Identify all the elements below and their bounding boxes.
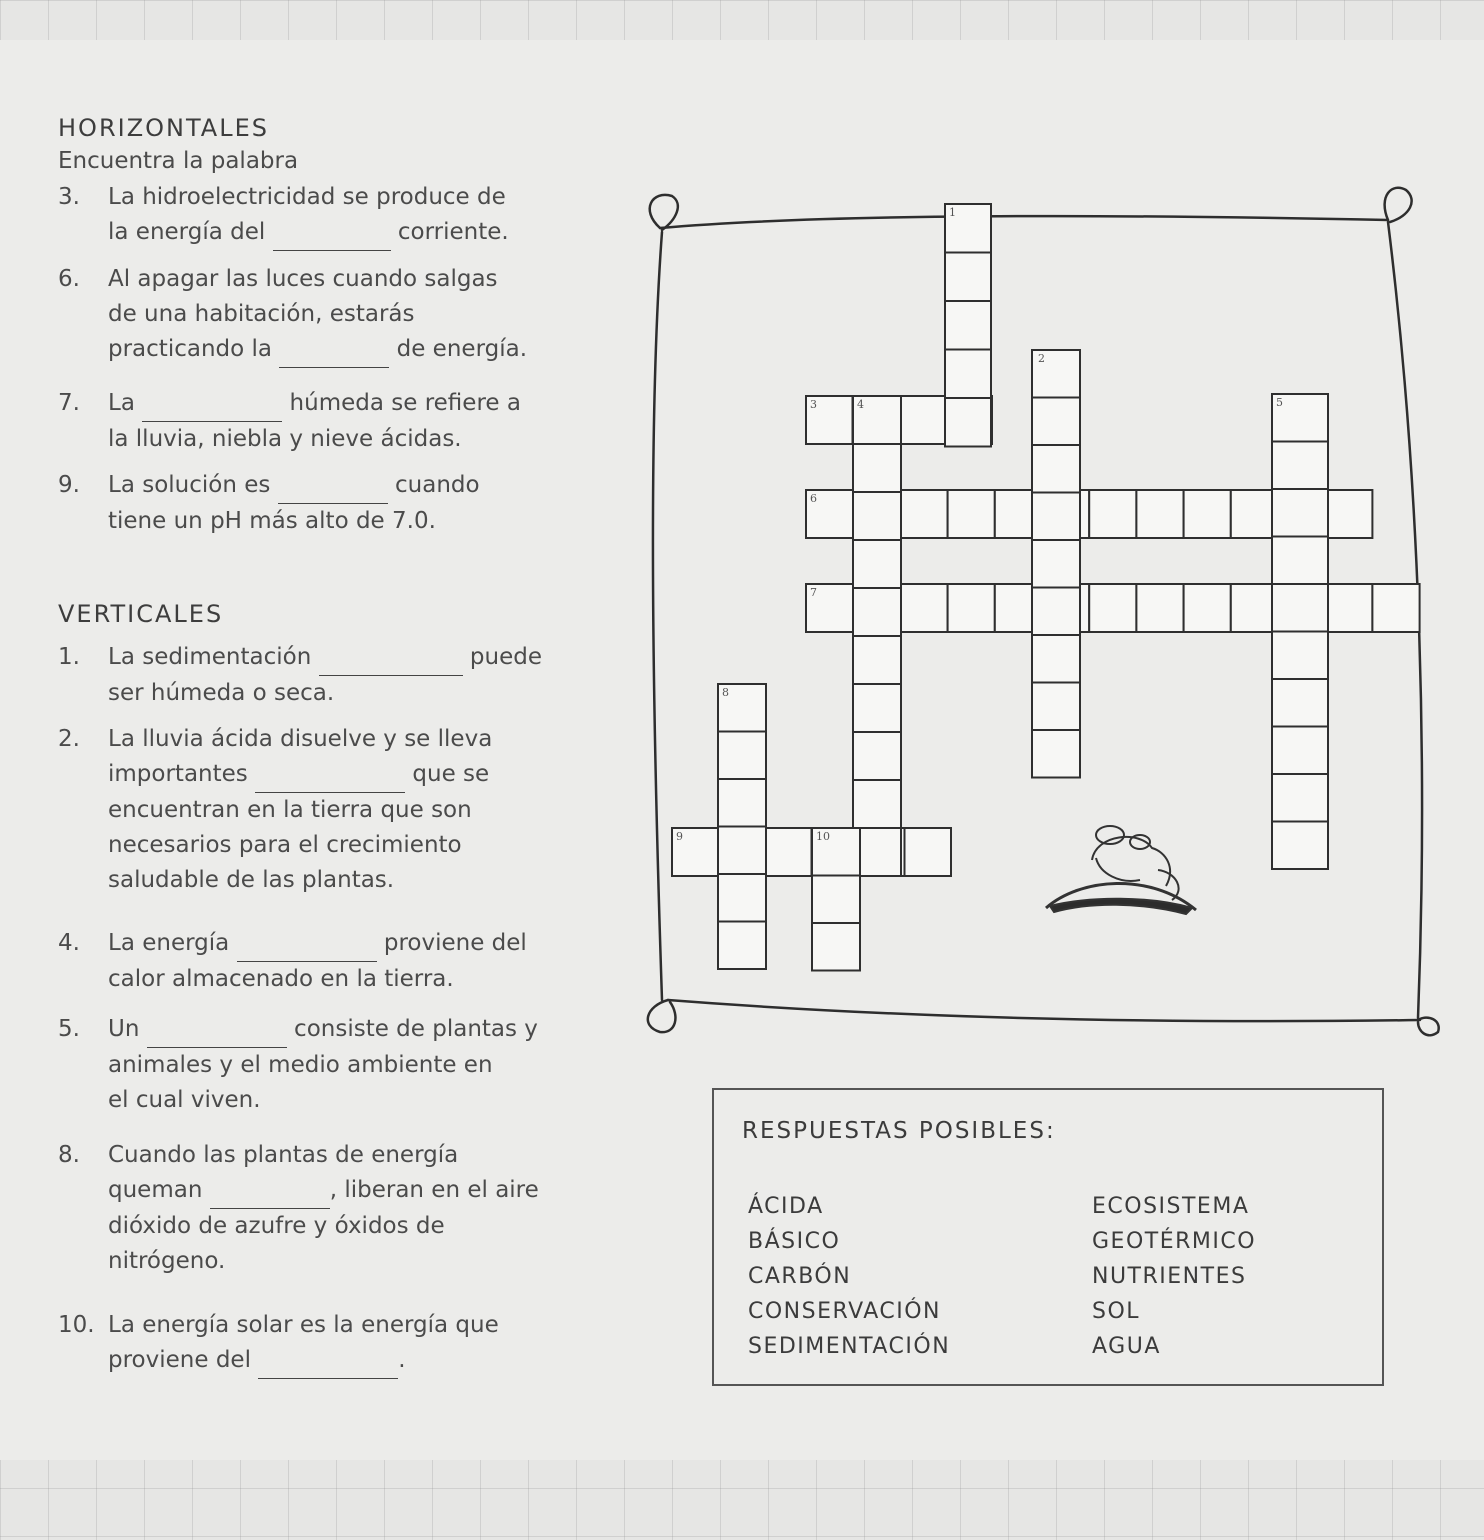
clue-line: calor almacenado en la tierra. [108,966,454,992]
clue-number: 1. [58,644,80,670]
crossword-cell[interactable] [1272,822,1328,870]
instruction-text: Encuentra la palabra [58,148,299,174]
frog-illustration [1046,826,1196,914]
clue-line: La húmeda se refiere a [108,386,628,422]
clue-line: Cuando las plantas de energía [108,1142,459,1168]
crossword-cell[interactable] [1136,490,1183,538]
cell-number-9: 9 [676,830,683,843]
crossword-cell[interactable] [1272,489,1328,537]
crossword-cell[interactable] [718,874,766,922]
crossword-cell[interactable] [812,923,860,971]
crossword-cell[interactable] [1272,727,1328,775]
answers-box [712,1088,1384,1386]
crossword-cell[interactable] [1184,490,1231,538]
crossword-cell[interactable] [853,684,901,732]
crossword-cell[interactable] [1272,632,1328,680]
clue-line: nitrógeno. [108,1248,226,1274]
cell-number-4: 4 [857,398,864,411]
crossword-cell[interactable] [1089,584,1136,632]
crossword-cell[interactable] [1231,584,1278,632]
crossword-cell[interactable] [948,490,995,538]
crossword-cell[interactable] [812,876,860,924]
answer-word: ECOSISTEMA [1092,1194,1250,1219]
clue-line: La sedimentación puede [108,640,628,676]
crossword-cell[interactable] [1032,683,1080,731]
clue-line: tiene un pH más alto de 7.0. [108,508,436,534]
clue-line: la lluvia, niebla y nieve ácidas. [108,426,462,452]
clue-number: 9. [58,472,80,498]
crossword-cell[interactable] [1272,774,1328,822]
horizontales-heading: HORIZONTALES [58,114,269,142]
crossword-cell[interactable] [1272,537,1328,585]
crossword-cells [672,204,1420,971]
crossword-cell[interactable] [765,828,812,876]
clue-number: 6. [58,266,80,292]
clue-line: La energía proviene del [108,926,628,962]
crossword-cell[interactable] [1272,442,1328,490]
crossword-cell[interactable] [945,253,991,302]
answer-word: BÁSICO [748,1229,841,1254]
clue-number: 4. [58,930,80,956]
crossword-cell[interactable] [1032,445,1080,493]
crossword-cell[interactable] [1231,490,1278,538]
crossword-cell[interactable] [1032,730,1080,778]
cell-number-6: 6 [810,492,817,505]
answer-word: CARBÓN [748,1264,852,1289]
crossword-cell[interactable] [1089,490,1136,538]
clue-line: La hidroelectricidad se produce de [108,184,506,210]
crossword-cell[interactable] [945,350,991,399]
crossword-cell[interactable] [853,732,901,780]
clue-line: Un consiste de plantas y [108,1012,628,1048]
clue-number: 10. [58,1312,95,1338]
crossword-cell[interactable] [1032,588,1080,636]
clue-number: 5. [58,1016,80,1042]
clue-line: importantes que se [108,757,628,793]
clue-line: La lluvia ácida disuelve y se lleva [108,726,493,752]
clue-line: la energía del corriente. [108,215,628,251]
crossword-cell[interactable] [900,584,947,632]
answer-word: NUTRIENTES [1092,1264,1247,1289]
cell-number-7: 7 [810,586,817,599]
answer-word: AGUA [1092,1334,1161,1359]
crossword-cell[interactable] [1032,493,1080,541]
crossword-cell[interactable] [853,492,901,540]
crossword-cell[interactable] [1372,584,1419,632]
verticales-heading: VERTICALES [58,600,224,628]
clue-line: ser húmeda o seca. [108,680,335,706]
crossword-cell[interactable] [853,444,901,492]
clue-line: el cual viven. [108,1087,261,1113]
answer-word: SOL [1092,1299,1141,1324]
clue-line: animales y el medio ambiente en [108,1052,493,1078]
clue-number: 3. [58,184,80,210]
clue-line: de una habitación, estarás [108,301,415,327]
answer-word: CONSERVACIÓN [748,1299,942,1324]
cell-number-10: 10 [816,830,830,843]
cell-number-8: 8 [722,686,729,699]
cell-number-1: 1 [949,206,956,219]
clue-line: dióxido de azufre y óxidos de [108,1213,445,1239]
crossword-cell[interactable] [1032,398,1080,446]
crossword-cell[interactable] [853,588,901,636]
clue-number: 7. [58,390,80,416]
crossword-cell[interactable] [718,732,766,780]
clue-line: encuentran en la tierra que son [108,797,472,823]
crossword-cell[interactable] [1325,584,1372,632]
clue-line: La energía solar es la energía que [108,1312,499,1338]
crossword-cell[interactable] [1032,635,1080,683]
answer-word: GEOTÉRMICO [1092,1229,1257,1254]
crossword-cell[interactable] [899,396,946,444]
crossword-cell[interactable] [905,828,952,876]
clue-number: 2. [58,726,80,752]
crossword-cell[interactable] [1184,584,1231,632]
clue-line: proviene del . [108,1343,628,1379]
cell-number-3: 3 [810,398,817,411]
clue-line: practicando la de energía. [108,332,628,368]
crossword-cell[interactable] [1272,679,1328,727]
answer-word: SEDIMENTACIÓN [748,1334,951,1359]
answer-word: ÁCIDA [748,1194,824,1219]
crossword-cell[interactable] [718,922,766,970]
clue-line: queman , liberan en el aire [108,1173,628,1209]
crossword-cell[interactable] [853,636,901,684]
crossword-cell[interactable] [718,779,766,827]
cell-number-2: 2 [1038,352,1045,365]
crossword-cell[interactable] [853,540,901,588]
crossword-cell[interactable] [1032,540,1080,588]
crossword-cell[interactable] [1272,584,1328,632]
crossword-cell[interactable] [1325,490,1372,538]
clue-line: Al apagar las luces cuando salgas [108,266,498,292]
crossword-cell[interactable] [900,490,947,538]
clue-line: La solución es cuando [108,468,628,504]
clue-number: 8. [58,1142,80,1168]
crossword-cell[interactable] [948,584,995,632]
crossword-cell[interactable] [853,780,901,828]
crossword-cell[interactable] [945,398,991,447]
clue-line: saludable de las plantas. [108,867,395,893]
clue-line: necesarios para el crecimiento [108,832,462,858]
answers-title: RESPUESTAS POSIBLES: [742,1118,1056,1144]
cell-number-5: 5 [1276,396,1283,409]
crossword-cell[interactable] [945,301,991,350]
crossword-cell[interactable] [718,827,766,875]
crossword-cell[interactable] [1136,584,1183,632]
